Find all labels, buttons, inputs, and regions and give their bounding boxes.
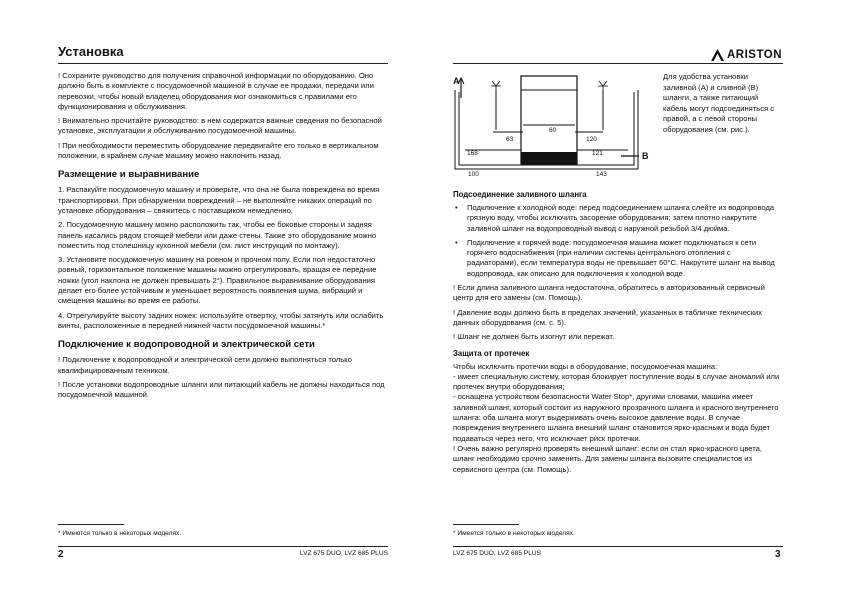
note-pressure: ! Давление воды должно быть в пределах значений, указанных в табличке технических данных оборудования (см. с. 5).: [453, 307, 763, 327]
footnote-rule-right: [453, 524, 519, 525]
dim-121: 121: [592, 150, 603, 157]
footnote: * Имеются только в некоторых моделях.: [58, 530, 182, 537]
placement-para-3: 3. Установите посудомоечную машину на ровном и прочном полу. Если пол недостаточно ровный, горизонтальное положение машины можно отрегулировать, вращая ее передние ножки (угол наклона не должен превышать 2°). Правильное выравнивание оборудования делает его более устойчивым и уменьшает вероятность появления шума, вибраций и смещения машины во время ее работы.: [58, 255, 377, 306]
brand-logo: [711, 49, 782, 61]
leak-para-3: - оснащена устройством безопасности Water Stop*, другими словами, машина имеет заливной шланг, который состоит из наружного прозрачного шланга и красного внутреннего шланга: оба шланга могут выдерживать очень высокое давление воды. В случае повреждения внутреннего шланга внешний шланг становится ярко-красным и вода будет подаваться через него, что исключает риск протечки.: [453, 392, 779, 443]
section-heading-placement: Размещение и выравнивание: [58, 169, 200, 181]
section-heading-connection: Подключение к водопроводной и электрической сети: [58, 339, 315, 351]
leak-para-4: ! Очень важно регулярно проверять внешний шланг: если он стал ярко-красного цвета, шланг необходимо срочно заменить. Для замены шланга вызовите специалистов из сервисного центра (см. Помощь).: [453, 443, 762, 474]
intro-para-2: ! Внимательно прочитайте руководство: в нем содержатся важные сведения по безопасной установке, эксплуатации и обслуживанию посудомоечной машины.: [58, 116, 382, 136]
placement-para-2: 2. Посудомоечную машину можно расположить так, чтобы ее боковые стороны и задняя панель касались рядом стоящей мебели или даже стены. Также это оборудование можно поместить под столешницу кухонной мебели (см. лист инструкций по монтажу).: [58, 220, 377, 250]
page-title: Установка: [58, 44, 124, 59]
footer-rule-right: [453, 546, 783, 547]
leak-para-1: Чтобы исключить протечки воды в оборудование, посудомоечная машина:: [453, 361, 718, 371]
footnote-right: * Имеется только в некоторых моделях.: [453, 530, 575, 537]
bullet-hot-water: • Подключение к горячей воде: посудомоечная машина может подключаться к сети горячего водоснабжения (при наличии системы центрального отопления с радиаторами), если температура воды не превышает 60°C. Накрутите шланг на вывод водопровода, как описано для подключения к холодной воде.: [453, 238, 783, 279]
placement-para-4: 4. Отрегулируйте высоту задних ножек: используйте отвертку, чтобы затянуть или ослабить винты, расположенные в передней нижней части посудомоечной машины.*: [58, 310, 384, 330]
right-page: [420, 0, 841, 595]
page-number-right: 3: [775, 549, 781, 560]
dim-120: 120: [586, 136, 597, 143]
leak-para-2: - имеет специальную систему, которая блокирует поступление воды в случае аномалий или протечек внутри оборудования;: [453, 371, 780, 392]
page-number: 2: [58, 549, 64, 560]
footer-rule: [58, 546, 388, 547]
brand-name: ARISTON: [727, 49, 783, 61]
dim-143: 143: [596, 171, 607, 178]
label-b: B: [642, 151, 649, 161]
leak-heading: Защита от протечек: [453, 348, 530, 358]
title-rule-right: [453, 63, 783, 64]
footnote-rule: [58, 524, 124, 525]
note-hose-bend: ! Шланг не должен быть изогнут или пережат.: [453, 332, 615, 342]
left-page: [0, 0, 420, 595]
label-a: A: [453, 76, 460, 86]
intro-para-1: ! Сохраните руководство для получения справочной информации по оборудованию. Оно должно быть в комплекте с посудомоечной машиной в случае ее продажи, передачи или перевозки, чтобы новый владелец оборудования мог ознакомиться с правилами его функционирования и обслуживания.: [58, 71, 374, 111]
right-column: [453, 184, 783, 479]
title-rule: [58, 63, 388, 64]
water-heading: Подсоединение заливного шланга: [453, 190, 587, 199]
model-label-right: LVZ 675 DUO, LVZ 685 PLUS: [453, 550, 542, 557]
dim-168: 168: [467, 150, 478, 157]
note-hose-length: ! Если длина заливного шланга недостаточна, обратитесь в авторизованный сервисный центр для его замены (см. Помощь).: [453, 283, 765, 303]
intro-para-3: ! При необходимости переместить оборудование передвигайте его только в вертикальном положении, в крайнем случае машину можно наклонить назад.: [58, 140, 379, 161]
dim-100: 100: [468, 171, 479, 178]
installation-diagram: [453, 72, 658, 177]
ariston-logo-icon: [711, 49, 724, 61]
diagram-caption: Для удобства установки заливной (A) и сливной (B) шланги, а также питающий кабель могут подсоединяться с правой, а с левой стороны оборудования (см. рис.).: [663, 72, 775, 134]
dim-60: 60: [549, 127, 557, 134]
placement-para-1: 1. Распакуйте посудомоечную машину и проверьте, что она не была повреждена во время транспортировки. При обнаружении повреждений – не выполняйте никаких операций по установке оборудования – свяжитесь с поставщиком немедленно.: [58, 185, 380, 215]
connection-para-1: ! Подключение к водопроводной и электрической сети должно выполняться только квалифицированным техником.: [58, 355, 352, 375]
dishwasher-base: [521, 152, 577, 164]
model-label: LVZ 675 DUO, LVZ 685 PLUS: [299, 550, 388, 557]
dim-63: 63: [506, 136, 514, 143]
bullet-cold-water: • Подключение к холодной воде: перед подсоединением шланга слейте из водопровода грязную воду, чтобы исключить засорение оборудования; затем плотно накрутите заливной шланг на водопроводный вывод с наружной резьбой 3/4 дюйма.: [453, 203, 783, 234]
left-column: [58, 71, 388, 404]
water-bullets: [453, 203, 783, 279]
connection-para-2: ! После установки водопроводные шланги или питающий кабель не должны находиться под посудомоечной машиной.: [58, 379, 385, 400]
